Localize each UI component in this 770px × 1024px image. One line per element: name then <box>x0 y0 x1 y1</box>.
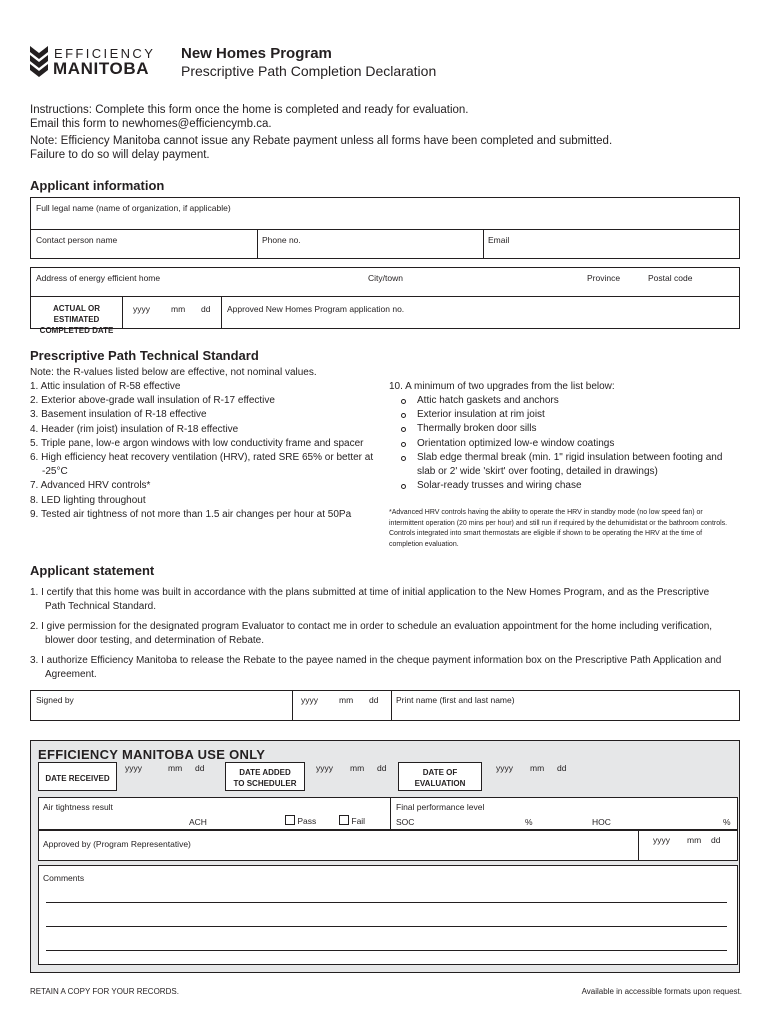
city-label: City/town <box>368 273 403 283</box>
soc-percent: % <box>525 817 533 827</box>
date-received-label: DATE RECEIVED <box>45 774 110 783</box>
signature-date-field[interactable] <box>293 691 391 720</box>
soc-label: SOC <box>396 817 415 827</box>
mm-label: mm <box>339 695 354 705</box>
instructions-email: Email this form to newhomes@efficiencymb.ca. <box>30 118 272 130</box>
statement-item: 3. I authorize Efficiency Manitoba to release the Rebate to the payee named in the cheque payment information box on the Prescriptive Path Application and Agreement. <box>30 655 722 680</box>
list-item: 9. Tested air tightness of not more than 1.5 air changes per hour at 50Pa <box>30 508 352 520</box>
address-field[interactable] <box>31 268 739 296</box>
list-item: 6. High efficiency heat recovery ventilation (HRV), rated SRE 65% or better at -25°C <box>30 452 374 478</box>
mm-label: mm <box>171 304 186 314</box>
phone-field[interactable] <box>258 230 483 258</box>
hoc-field[interactable] <box>611 813 719 828</box>
list-item: 8. LED lighting throughout <box>30 494 146 506</box>
application-no-label: Approved New Homes Program application no. <box>227 304 405 314</box>
dd-label: dd <box>711 835 721 845</box>
yyyy-label: yyyy <box>301 695 318 705</box>
list-item: 3. Basement insulation of R-18 effective <box>30 409 207 421</box>
upgrade-item: Orientation optimized low-e window coatings <box>389 437 724 451</box>
standard-note: Note: the R-values listed below are effective, not nominal values. <box>30 367 317 378</box>
yyyy-label: yyyy <box>125 763 142 773</box>
page-subtitle: Prescriptive Path Completion Declaration <box>181 63 437 79</box>
date-evaluation-label: DATE OF EVALUATION <box>414 768 466 788</box>
approved-by-field[interactable] <box>39 831 638 860</box>
approval-date-field[interactable] <box>639 831 737 860</box>
note-line-2: Failure to do so will delay payment. <box>30 149 210 161</box>
dd-label: dd <box>557 763 567 773</box>
completed-date-field[interactable] <box>123 297 221 328</box>
logo-text-top: EFFICIENCY <box>54 46 156 61</box>
contact-name-label: Contact person name <box>36 235 118 245</box>
mm-label: mm <box>168 763 183 773</box>
list-item: 7. Advanced HRV controls* <box>30 480 151 492</box>
comment-line <box>46 926 727 927</box>
note-line: Note: Efficiency Manitoba cannot issue any Rebate payment unless all forms have been completed and submitted. <box>30 135 613 147</box>
address-box <box>30 267 740 335</box>
list-item: 5. Triple pane, low-e argon windows with low conductivity frame and spacer <box>30 437 364 449</box>
date-eval-label-cell <box>398 762 482 791</box>
standard-list <box>30 380 375 522</box>
upgrades-list <box>389 394 724 493</box>
mm-label: mm <box>350 763 365 773</box>
province-label: Province <box>587 273 621 283</box>
upgrade-item: Attic hatch gaskets and anchors <box>389 394 724 408</box>
phone-label: Phone no. <box>262 235 301 245</box>
date-received-label-cell <box>38 762 117 791</box>
mm-label: mm <box>530 763 545 773</box>
final-level-label: Final performance level <box>396 802 485 812</box>
yyyy-label: yyyy <box>133 304 150 314</box>
yyyy-label: yyyy <box>316 763 333 773</box>
email-label: Email <box>488 235 510 245</box>
soc-field[interactable] <box>409 813 521 828</box>
air-tightness-label: Air tightness result <box>43 802 113 812</box>
upgrade-item: Thermally broken door sills <box>389 422 724 436</box>
logo-chevron-icon <box>30 46 48 78</box>
upgrades-heading: 10. A minimum of two upgrades from the list below: <box>389 381 615 392</box>
approved-by-label: Approved by (Program Representative) <box>43 839 191 849</box>
dd-label: dd <box>369 695 379 705</box>
list-item: 4. Header (rim joist) insulation of R-18 effective <box>30 423 239 435</box>
date-received-field[interactable] <box>119 762 222 791</box>
pass-checkbox[interactable] <box>285 815 316 826</box>
upgrade-item: Solar-ready trusses and wiring chase <box>389 479 724 493</box>
date-added-label-cell <box>225 762 305 791</box>
results-row <box>38 797 738 830</box>
upgrade-item: Exterior insulation at rim joist <box>389 408 724 422</box>
fail-checkbox[interactable] <box>339 815 365 826</box>
air-tightness-field[interactable] <box>39 798 279 829</box>
mm-label: mm <box>687 835 702 845</box>
office-use-panel <box>30 740 740 973</box>
instructions-line: Instructions: Complete this form once the home is completed and ready for evaluation. <box>30 104 469 116</box>
upgrade-item: Slab edge thermal break (min. 1" rigid insulation between footing and slab or 2' wide 'skirt' over footing, detailed in drawings) <box>389 451 724 479</box>
technical-standard-heading: Prescriptive Path Technical Standard <box>30 348 259 363</box>
statement-item: 2. I give permission for the designated program Evaluator to contact me in order to schedule an evaluation appointment for the home including verification, blower door testing, and determination of Rebate. <box>30 621 713 646</box>
footer-retain-note: RETAIN A COPY FOR YOUR RECORDS. <box>30 987 179 996</box>
contact-name-field[interactable] <box>31 230 257 258</box>
print-name-field[interactable] <box>392 691 739 720</box>
hoc-label: HOC <box>592 817 611 827</box>
comments-label: Comments <box>43 873 85 883</box>
hrv-footnote: *Advanced HRV controls having the ability to operate the HRV in standby mode (no low speed fan) or intermittent operation (20 mins per hour) and still run if required by the dehumidistat or the bathroom controls. Controls integrated into smart thermostats are eligible if shown to be operating the HRV at the time of completion evaluation. <box>389 509 728 548</box>
applicant-statement-heading: Applicant statement <box>30 563 155 578</box>
completed-date-label: ACTUAL OR ESTIMATED COMPLETED DATE <box>39 304 114 335</box>
statement-item: 1. I certify that this home was built in accordance with the plans submitted at time of initial application to the New Homes Program, and as the Prescriptive Path Technical Standard. <box>30 587 710 612</box>
address-label: Address of energy efficient home <box>36 273 161 283</box>
full-name-field[interactable] <box>31 198 739 229</box>
fail-label: Fail <box>351 816 366 826</box>
yyyy-label: yyyy <box>653 835 670 845</box>
date-evaluation-field[interactable] <box>484 762 584 791</box>
comment-line <box>46 950 727 951</box>
list-item: 2. Exterior above-grade wall insulation of R-17 effective <box>30 395 275 407</box>
logo-text-bottom: MANITOBA <box>53 59 150 78</box>
full-name-label: Full legal name (name of organization, if applicable) <box>36 203 231 213</box>
dd-label: dd <box>201 304 211 314</box>
list-item: 1. Attic insulation of R-58 effective <box>30 381 181 392</box>
checkbox-icon <box>339 815 349 825</box>
pass-label: Pass <box>297 816 317 826</box>
hoc-percent: % <box>723 817 731 827</box>
signature-box <box>30 690 740 721</box>
comment-line <box>46 902 727 903</box>
signature-field[interactable] <box>31 691 292 720</box>
applicant-name-contact-box <box>30 197 740 259</box>
print-name-label: Print name (first and last name) <box>396 695 515 705</box>
footer-accessible-note: Available in accessible formats upon request. <box>581 987 742 996</box>
postal-code-label: Postal code <box>648 273 693 283</box>
dd-label: dd <box>195 763 205 773</box>
signed-by-label: Signed by <box>36 695 74 705</box>
date-added-field[interactable] <box>307 762 397 791</box>
ach-unit: ACH <box>189 817 207 827</box>
applicant-info-heading: Applicant information <box>30 178 165 193</box>
yyyy-label: yyyy <box>496 763 513 773</box>
dd-label: dd <box>377 763 387 773</box>
page-title: New Homes Program <box>181 45 332 62</box>
application-no-field[interactable] <box>222 297 739 328</box>
email-field[interactable] <box>484 230 739 258</box>
date-added-label: DATE ADDED TO SCHEDULER <box>233 768 297 788</box>
checkbox-icon <box>285 815 295 825</box>
approved-row <box>38 830 738 861</box>
office-use-heading: EFFICIENCY MANITOBA USE ONLY <box>38 747 266 762</box>
